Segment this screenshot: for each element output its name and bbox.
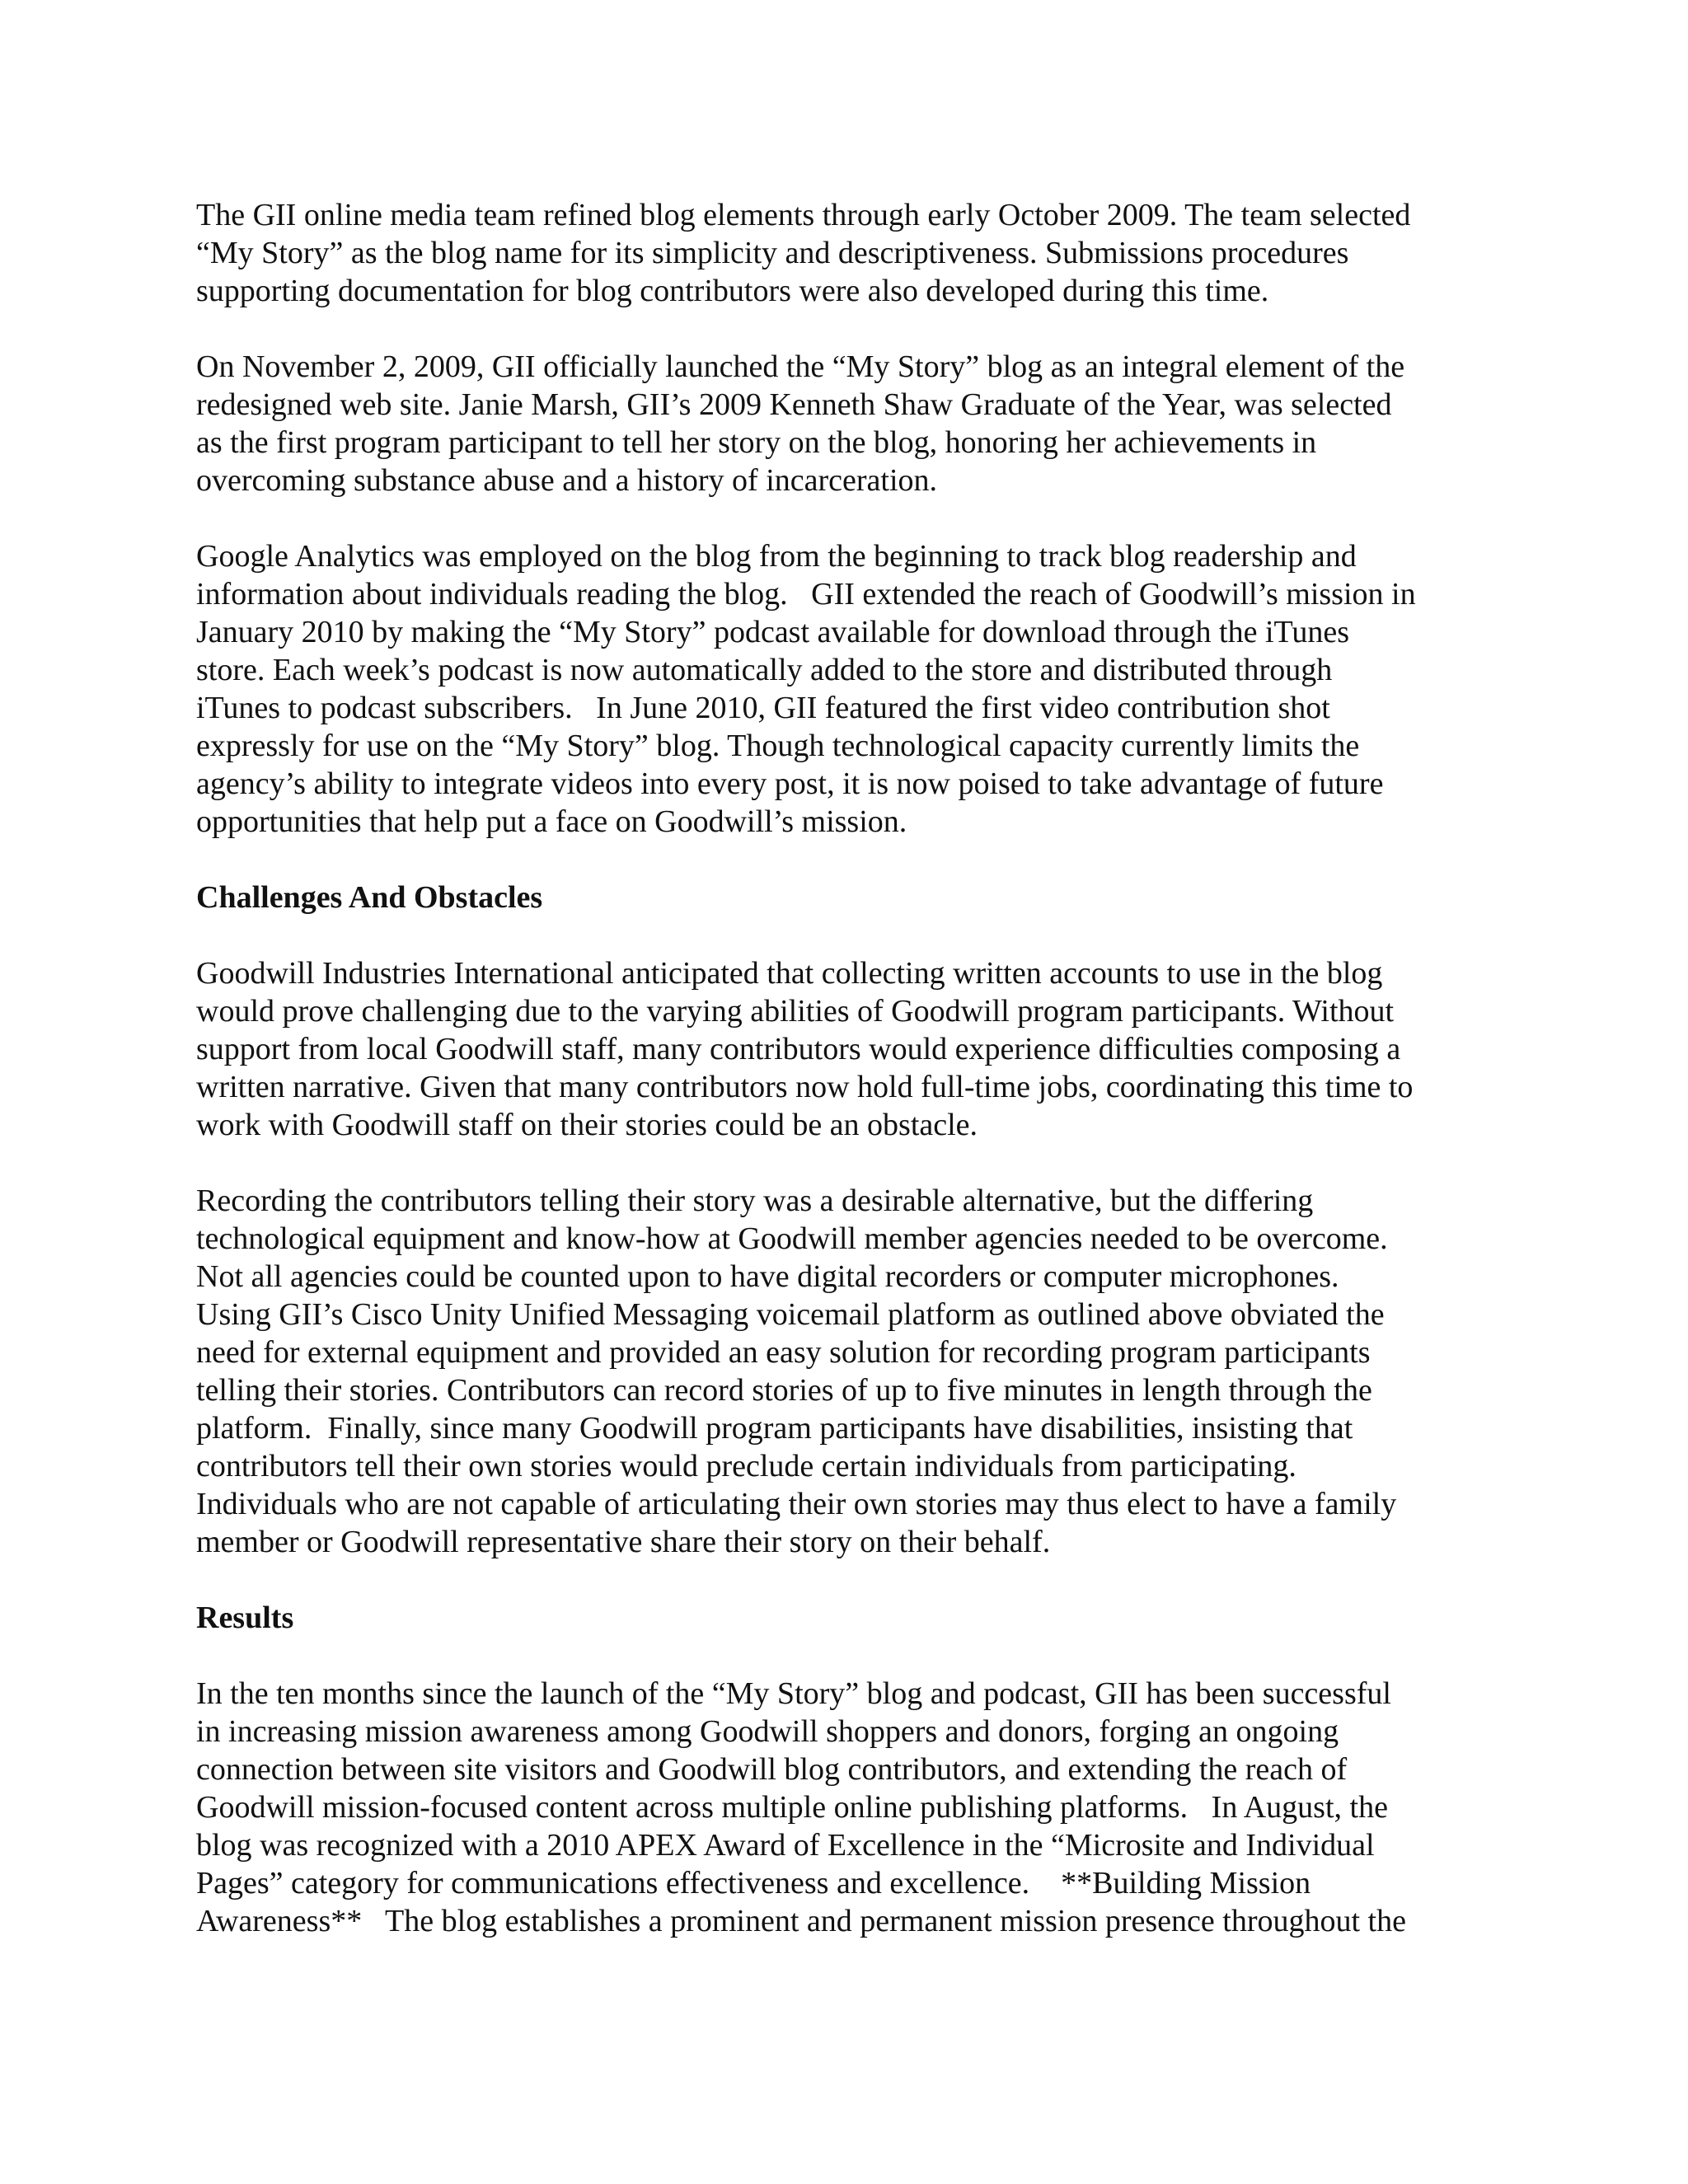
text-line: In the ten months since the launch of the “My Story” blog and podcast, GII has been successful (196, 1676, 1391, 1711)
text-line: Recording the contributors telling their story was a desirable alternative, but the differing (196, 1183, 1314, 1218)
text-line: platform. Finally, since many Goodwill program participants have disabilities, insisting that (196, 1411, 1353, 1446)
text-line: expressly for use on the “My Story” blog. Though technological capacity currently limits the (196, 729, 1360, 763)
text-line: Individuals who are not capable of articulating their own stories may thus elect to have a family (196, 1487, 1397, 1521)
text-line: agency’s ability to integrate videos into every post, it is now poised to take advantage of future (196, 766, 1384, 801)
document-page (196, 196, 1515, 1978)
text-line: redesigned web site. Janie Marsh, GII’s 2009 Kenneth Shaw Graduate of the Year, was selected (196, 387, 1392, 422)
text-line: member or Goodwill representative share their story on their behalf. (196, 1525, 1051, 1559)
text-line: opportunities that help put a face on Goodwill’s mission. (196, 804, 907, 839)
text-line: Not all agencies could be counted upon to have digital recorders or computer microphones. (196, 1259, 1339, 1294)
section-heading (196, 1599, 1515, 1637)
text-line: need for external equipment and provided an easy solution for recording program participants (196, 1335, 1371, 1370)
text-line: telling their stories. Contributors can record stories of up to five minutes in length through the (196, 1373, 1372, 1408)
text-line: The GII online media team refined blog elements through early October 2009. The team selected (196, 198, 1411, 232)
text-line: store. Each week’s podcast is now automatically added to the store and distributed through (196, 653, 1333, 687)
text-line: information about individuals reading the blog. GII extended the reach of Goodwill’s mission in (196, 577, 1416, 612)
paragraph (196, 196, 1515, 310)
paragraph (196, 348, 1515, 499)
text-line: as the first program participant to tell her story on the blog, honoring her achievements in (196, 425, 1317, 460)
text-line: Goodwill mission-focused content across multiple online publishing platforms. In August, the (196, 1790, 1388, 1825)
text-line: Google Analytics was employed on the blog from the beginning to track blog readership and (196, 539, 1357, 574)
text-line: overcoming substance abuse and a history of incarceration. (196, 463, 938, 498)
text-line: work with Goodwill staff on their stories could be an obstacle. (196, 1108, 978, 1142)
text-line: January 2010 by making the “My Story” podcast available for download through the iTunes (196, 615, 1350, 649)
text-line: Goodwill Industries International anticipated that collecting written accounts to use in the blog (196, 956, 1383, 991)
heading-text: Challenges And Obstacles (196, 880, 543, 915)
section-heading (196, 879, 1515, 916)
text-line: contributors tell their own stories would preclude certain individuals from participating. (196, 1449, 1296, 1483)
text-line: On November 2, 2009, GII officially launched the “My Story” blog as an integral element of the (196, 349, 1405, 384)
paragraph (196, 954, 1515, 1144)
text-line: Awareness** The blog establishes a prominent and permanent mission presence throughout the (196, 1904, 1406, 1938)
paragraph (196, 1675, 1515, 1940)
text-line: support from local Goodwill staff, many contributors would experience difficulties composing a (196, 1032, 1401, 1066)
text-line: written narrative. Given that many contributors now hold full-time jobs, coordinating this time to (196, 1070, 1414, 1104)
text-line: Using GII’s Cisco Unity Unified Messaging voicemail platform as outlined above obviated the (196, 1297, 1385, 1332)
heading-text: Results (196, 1601, 294, 1635)
text-line: Pages” category for communications effectiveness and excellence. **Building Mission (196, 1866, 1311, 1900)
text-line: would prove challenging due to the varying abilities of Goodwill program participants. Without (196, 994, 1395, 1029)
text-line: in increasing mission awareness among Goodwill shoppers and donors, forging an ongoing (196, 1714, 1339, 1749)
text-line: “My Story” as the blog name for its simplicity and descriptiveness. Submissions procedures (196, 236, 1349, 270)
text-line: supporting documentation for blog contributors were also developed during this time. (196, 274, 1269, 308)
paragraph (196, 537, 1515, 841)
text-line: connection between site visitors and Goodwill blog contributors, and extending the reach of (196, 1752, 1348, 1787)
text-line: blog was recognized with a 2010 APEX Award of Excellence in the “Microsite and Individual (196, 1828, 1375, 1863)
paragraph (196, 1182, 1515, 1561)
text-line: technological equipment and know-how at Goodwill member agencies needed to be overcome. (196, 1221, 1388, 1256)
text-line: iTunes to podcast subscribers. In June 2010, GII featured the first video contribution shot (196, 691, 1330, 725)
